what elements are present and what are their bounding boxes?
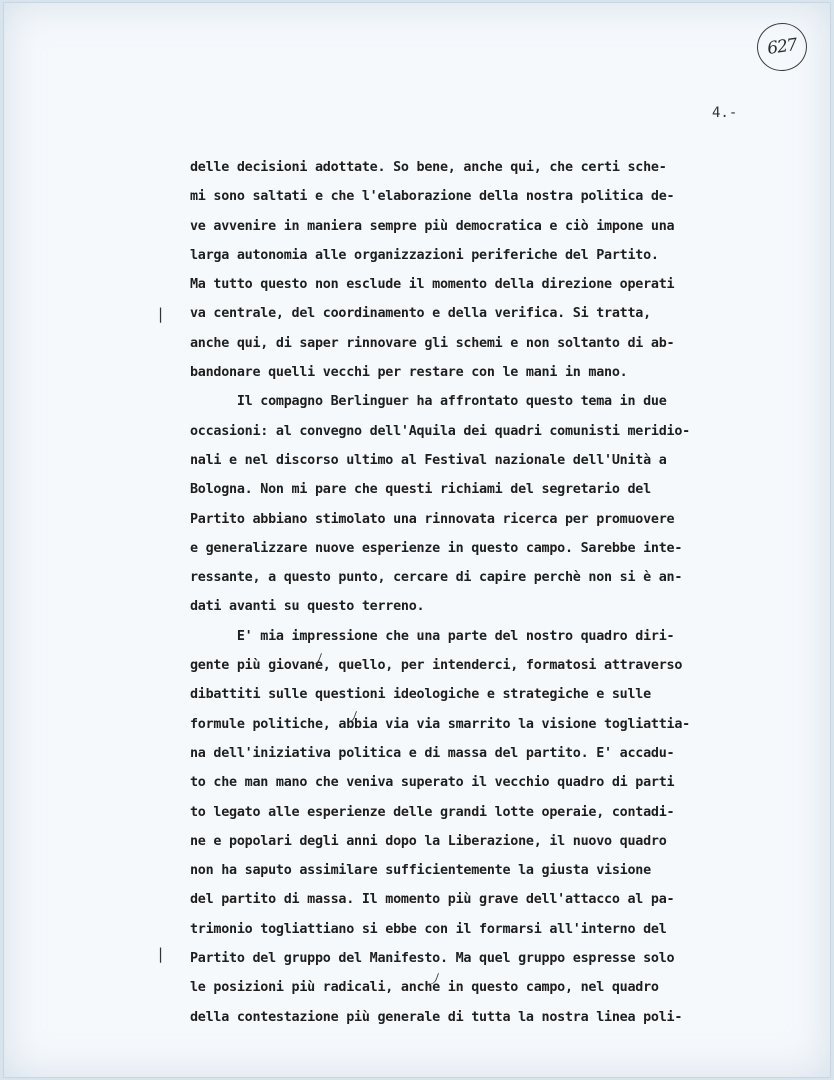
text-line: della contestazione più generale di tutta la nostra linea poli-	[190, 1009, 683, 1025]
text-line: va centrale, del coordinamento e della verifica. Si tratta,	[190, 306, 651, 322]
text-line: delle decisioni adottate. So bene, anche qui, che certi sche-	[190, 160, 667, 175]
text-line: to che man mano che veniva superato il vecchio quadro di parti	[190, 775, 675, 791]
text-line: del partito di massa. Il momento più grave dell'attacco al pa-	[190, 892, 675, 908]
text-line: ressante, a questo punto, cercare di capire perchè non si è an-	[190, 570, 683, 586]
text-line: to legato alle esperienze delle grandi lotte operaie, contadi-	[190, 804, 675, 820]
text-line: dibattiti sulle questioni ideologiche e strategiche e sulle	[190, 687, 651, 703]
text-line: bandonare quelli vecchi per restare con le mani in mano.	[190, 365, 628, 381]
text-line: le posizioni più radicali, anche in questo campo, nel quadro	[190, 980, 659, 996]
text-line: Partito abbiano stimolato una rinnovata ricerca per promuovere	[190, 511, 675, 527]
margin-mark: |	[158, 305, 164, 323]
text-line: na dell'iniziativa politica e di massa del partito. E' accadu-	[190, 745, 675, 761]
text-line: Bologna. Non mi pare che questi richiami del segretario del	[190, 482, 651, 498]
text-line: mi sono saltati e che l'elaborazione della nostra politica de-	[190, 189, 675, 205]
text-line: ve avvenire in maniera sempre più democratica e ciò impone una	[190, 218, 675, 234]
text-line: dati avanti su questo terreno.	[190, 599, 425, 615]
text-line: non ha saputo assimilare sufficientemente la giusta visione	[190, 863, 651, 879]
text-line: anche qui, di saper rinnovare gli schemi e non soltanto di ab-	[190, 335, 675, 351]
text-line: trimonio togliattiano si ebbe con il formarsi all'interno del	[190, 921, 667, 937]
document-page	[3, 2, 831, 1078]
text-line: e generalizzare nuove esperienze in questo campo. Sarebbe inte-	[190, 540, 683, 556]
text-line: Il compagno Berlinguer ha affrontato questo tema in due	[190, 394, 667, 410]
text-line: nali e nel discorso ultimo al Festival nazionale dell'Unità a	[190, 452, 667, 468]
text-line: gente più giovane, quello, per intenderci, formatosi attraverso	[190, 658, 683, 674]
text-line: ne e popolari degli anni dopo la Liberazione, il nuovo quadro	[190, 833, 667, 849]
page-number: 4.-	[712, 105, 738, 121]
text-line: occasioni: al convegno dell'Aquila dei quadri comunisti meridio-	[190, 423, 690, 439]
margin-mark: |	[158, 945, 164, 963]
text-line: larga autonomia alle organizzazioni periferiche del Partito.	[190, 247, 659, 263]
archive-number-stamp	[754, 20, 810, 74]
typed-body-text	[190, 153, 690, 1032]
text-line: formule politiche, abbia via via smarrito la visione togliattia-	[190, 716, 690, 732]
archive-number: 627	[766, 35, 798, 59]
text-line: Ma tutto questo non esclude il momento della direzione operati	[190, 277, 675, 293]
text-line: Partito del gruppo del Manifesto. Ma quel gruppo espresse solo	[190, 951, 675, 967]
text-line: E' mia impressione che una parte del nostro quadro diri-	[190, 628, 675, 644]
